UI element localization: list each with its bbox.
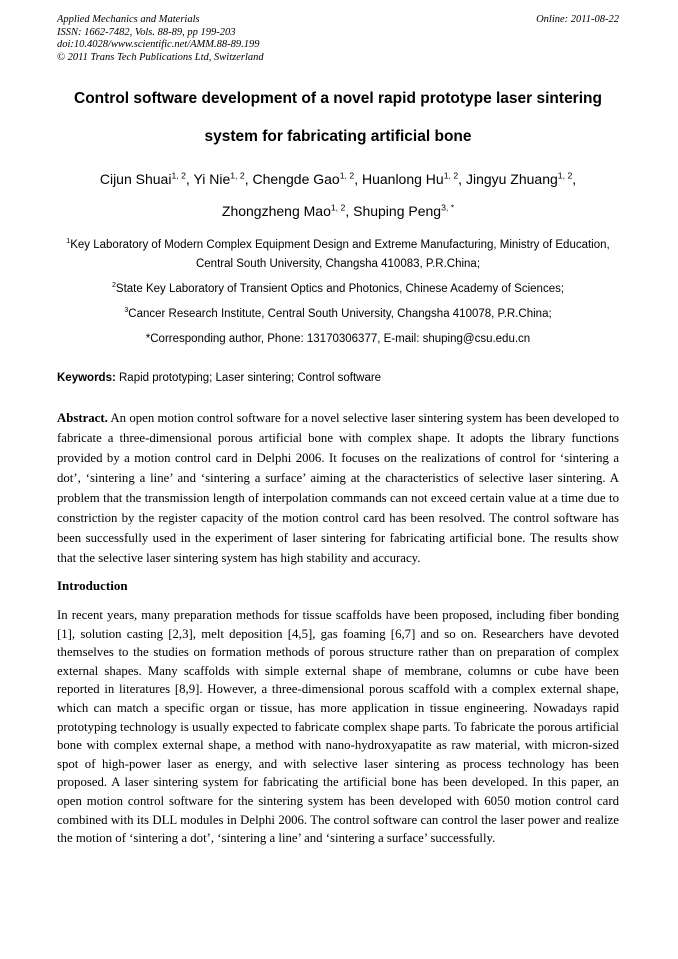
online-date: Online: 2011-08-22 (536, 14, 619, 25)
author-affiliation-superscript: 1, 2 (443, 170, 459, 181)
affiliation-superscript: 2 (111, 281, 116, 290)
paper-title (57, 90, 619, 146)
author-affiliation-superscript: 3, * (441, 202, 455, 213)
author-list-line1 (57, 169, 619, 189)
author-name: Cijun Shuai (99, 171, 172, 187)
issn-line: ISSN: 1662-7482, Vols. 88-89, pp 199-203 (57, 26, 236, 38)
corresponding-author-text: *Corresponding author, Phone: 13170306377, E-mail: shuping@csu.edu.cn (145, 333, 531, 345)
author (466, 171, 576, 187)
keywords-line (57, 370, 619, 386)
author-affiliation-superscript: 1, 2 (557, 170, 573, 181)
author (362, 171, 466, 187)
author (222, 203, 353, 219)
author-separator: , (345, 203, 354, 219)
abstract-paragraph (57, 408, 619, 568)
author (253, 171, 362, 187)
author-affiliation-superscript: 1, 2 (230, 170, 245, 181)
journal-header (57, 14, 619, 64)
corresponding-author-line (57, 330, 619, 349)
affiliation-text: Cancer Research Institute, Central South University, Changsha 410078, P.R.China; (128, 308, 552, 320)
paper-title-line1: Control software development of a novel rapid prototype laser sintering (74, 90, 602, 107)
affiliation-text: Key Laboratory of Modern Complex Equipment Design and Extreme Manufacturing, Ministry of Education, Central South University, Changsha 410083, P.R.China; (70, 239, 610, 270)
author-name: Chengde Gao (252, 171, 340, 187)
author (353, 203, 454, 219)
author-name: Zhongzheng Mao (221, 203, 331, 219)
author-separator: , (572, 171, 577, 187)
affiliation-text: State Key Laboratory of Transient Optics and Photonics, Chinese Academy of Sciences; (115, 283, 565, 295)
abstract-text: An open motion control software for a novel selective laser sintering system has been developed to fabricate a three-dimensional porous artificial bone with complex shape. It adopts the library functions provided by a motion control card in Delphi 2006. It focuses on the realizations of control for ‘sintering a dot’, ‘sintering a line’ and ‘sintering a surface’ aiming at the characteristics of selective laser sintering. A problem that the transmission length of interpolation commands can not exceed certain value at a time due to constriction by the register capacity of the motion control card has been resolved. The control software has been successfully used in the experiment of laser sintering for fabricating artificial bone. The results show that the selective laser sintering system has high stability and accuracy. (57, 411, 619, 565)
author-separator: , (244, 171, 253, 187)
paper-title-line2: system for fabricating artificial bone (204, 128, 472, 145)
author-name: Shuping Peng (353, 203, 442, 219)
author-separator: , (354, 171, 362, 187)
journal-name: Applied Mechanics and Materials (57, 14, 200, 25)
affiliation-superscript: 1 (66, 237, 71, 246)
author-separator: , (185, 171, 194, 187)
author (100, 171, 194, 187)
abstract-label: Abstract. (57, 411, 108, 425)
author-name: Jingyu Zhuang (465, 171, 558, 187)
author-affiliation-superscript: 1, 2 (171, 170, 186, 181)
copyright-line: © 2011 Trans Tech Publications Ltd, Switzerland (57, 51, 264, 63)
author-affiliation-superscript: 1, 2 (339, 170, 355, 181)
author (193, 171, 252, 187)
keywords-label: Keywords: (57, 372, 116, 384)
author-name: Yi Nie (193, 171, 231, 187)
author-list (57, 169, 619, 221)
affiliation-3 (57, 305, 619, 324)
introduction-heading: Introduction (57, 578, 128, 593)
introduction-paragraph: In recent years, many preparation methods for tissue scaffolds have been proposed, including fiber bonding [1], solution casting [2,3], melt deposition [4,5], gas foaming [6,7] and so on. Researchers have devoted themselves to the studies on formation methods of porous structure rather than on preparation of complex external shapes. Many scaffolds with simple external shape of membrane, columns or cube have been reported in literatures [8,9]. However, a three-dimensional porous scaffold with a complex external shape, which can match a specific organ or tissue, has more application in tissue engineering. Nowadays rapid prototyping technology is usually expected to fabricate complex shape parts. To fabricate the porous artificial bone with complex external shape, a method with nano-hydroxyapatite as raw material, with micron-sized spot of high-power laser as energy, and with selective laser sintering as process technology has been proposed. A laser sintering system for fabricating the artificial bone has been developed. In this paper, an open motion control software for the sintering system has been developed with 6050 motion control card combined with its DLL modules in Delphi 2006. The control software can control the laser power and realize the motion of ‘sintering a dot’, ‘sintering a line’ and ‘sintering a surface’ successfully. (57, 608, 619, 846)
author-separator: , (458, 171, 466, 187)
author-name: Huanlong Hu (361, 171, 444, 187)
author-list-line2 (57, 201, 619, 221)
affiliation-2 (57, 280, 619, 299)
journal-header-left (57, 14, 264, 64)
affiliation-list (57, 236, 619, 349)
doi-line: doi:10.4028/www.scientific.net/AMM.88-89.199 (57, 39, 260, 50)
keywords-text: Rapid prototyping; Laser sintering; Control software (119, 372, 382, 384)
author-affiliation-superscript: 1, 2 (330, 202, 346, 213)
affiliation-1 (57, 236, 619, 274)
affiliation-superscript: 3 (124, 306, 129, 315)
